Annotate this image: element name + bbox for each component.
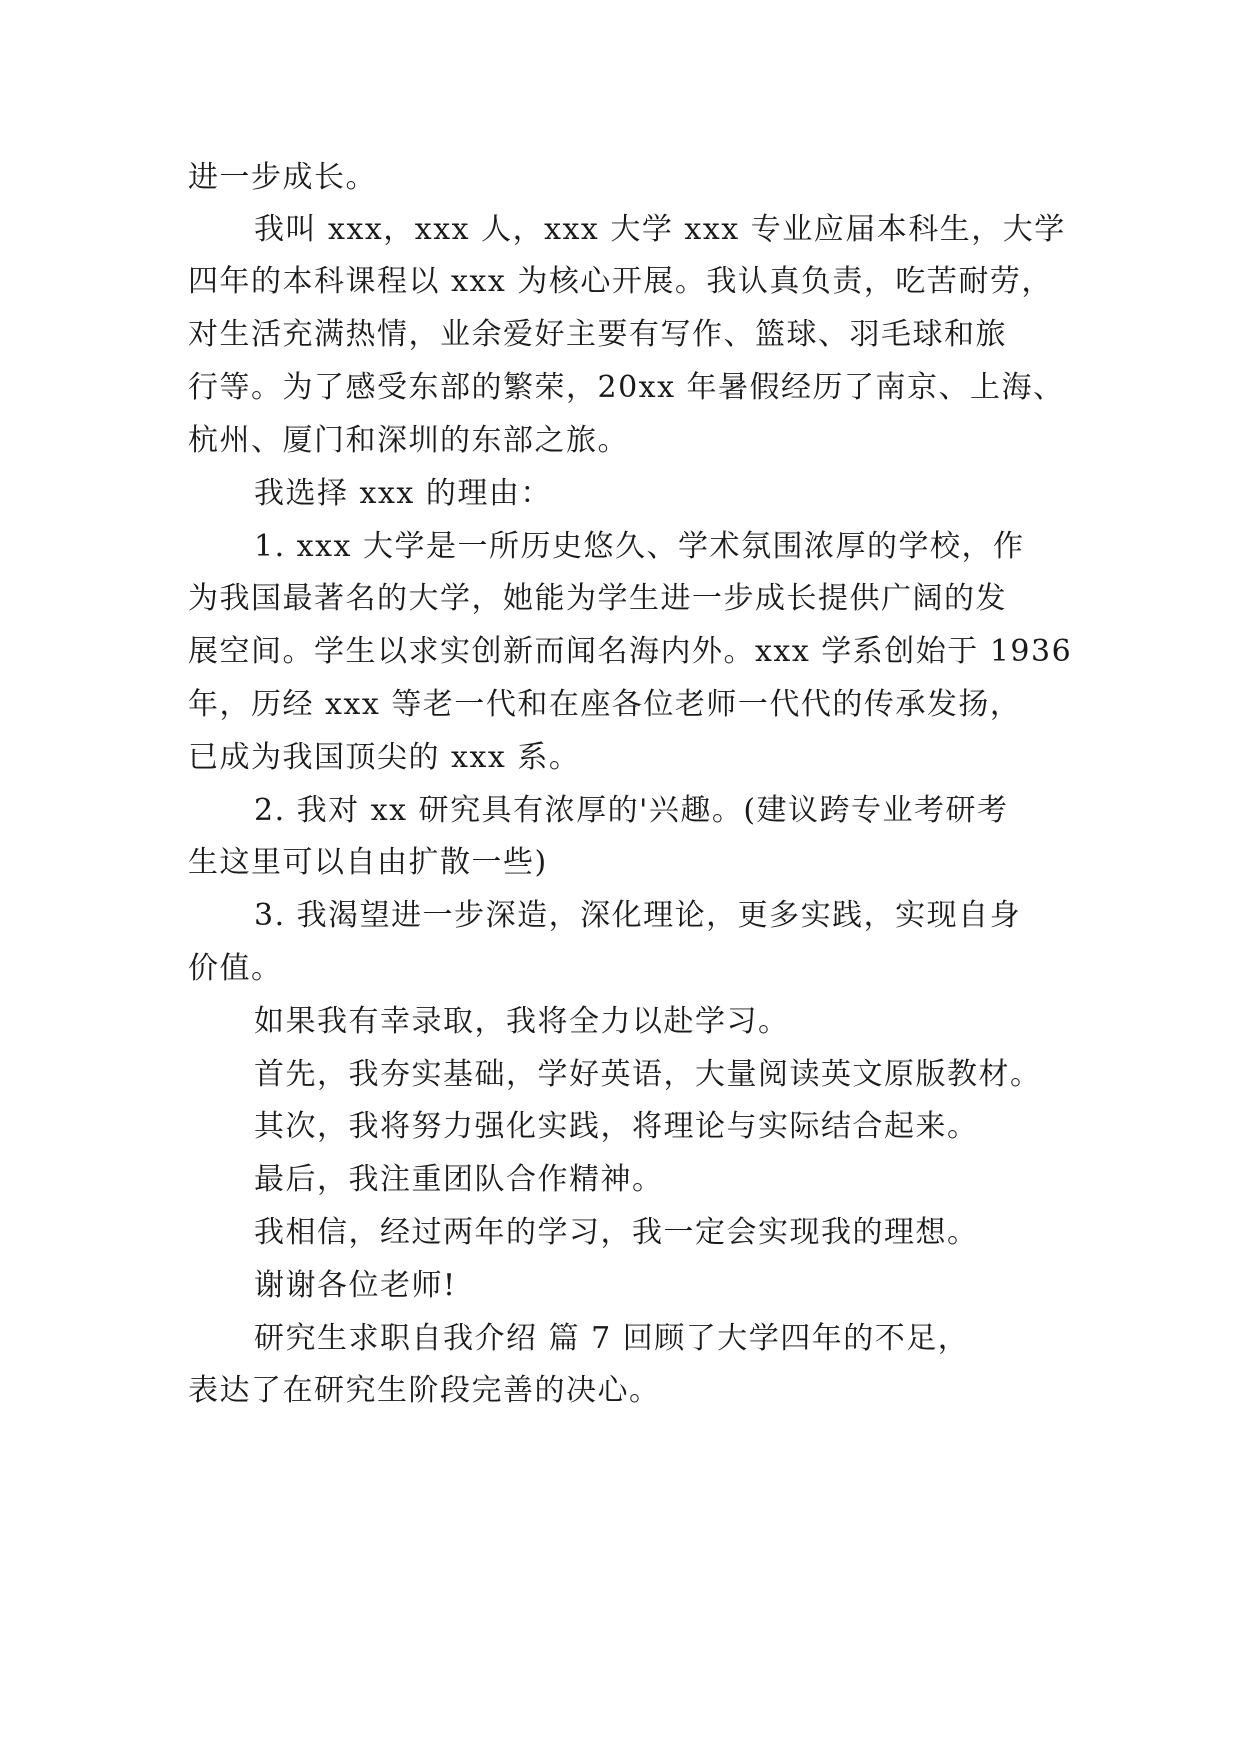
text-line: 为我国最著名的大学，她能为学生进一步成长提供广阔的发 — [188, 581, 1007, 616]
text-line: 价值。 — [188, 951, 283, 986]
text-line: 表达了在研究生阶段完善的决心。 — [188, 1373, 661, 1408]
text-line: 首先，我夯实基础，学好英语，大量阅读英文原版教材。 — [254, 1057, 1042, 1092]
text-line: 行等。为了感受东部的繁荣，20xx 年暑假经历了南京、上海、 — [188, 370, 1065, 405]
text-line: 我相信，经过两年的学习，我一定会实现我的理想。 — [254, 1215, 979, 1250]
text-line: 最后，我注重团队合作精神。 — [254, 1162, 664, 1197]
text-line: 我选择 xxx 的理由： — [254, 476, 552, 511]
text-line: 2. 我对 xx 研究具有浓厚的'兴趣。(建议跨专业考研考 — [254, 793, 1009, 828]
text-line: 其次，我将努力强化实践，将理论与实际结合起来。 — [254, 1109, 979, 1144]
text-line: 谢谢各位老师! — [254, 1268, 457, 1303]
text-line: 生这里可以自由扩散一些) — [188, 845, 548, 880]
text-line: 年，历经 xxx 等老一代和在座各位老师一代代的传承发扬， — [188, 687, 1022, 722]
text-line: 3. 我渴望进一步深造，深化理论，更多实践，实现自身 — [254, 898, 1022, 933]
text-line: 杭州、厦门和深圳的东部之旅。 — [188, 423, 629, 458]
text-line: 已成为我国顶尖的 xxx 系。 — [188, 740, 581, 775]
text-line: 四年的本科课程以 xxx 为核心开展。我认真负责，吃苦耐劳， — [188, 264, 1053, 299]
text-line: 进一步成长。 — [188, 160, 377, 195]
text-line: 对生活充满热情，业余爱好主要有写作、篮球、羽毛球和旅 — [188, 317, 1007, 352]
text-line: 我叫 xxx，xxx 人，xxx 大学 xxx 专业应届本科生，大学 — [254, 212, 1066, 247]
text-line: 研究生求职自我介绍 篇 7 回顾了大学四年的不足， — [254, 1321, 970, 1356]
text-line: 如果我有幸录取，我将全力以赴学习。 — [254, 1004, 790, 1039]
text-line: 1. xxx 大学是一所历史悠久、学术氛围浓厚的学校，作 — [254, 529, 1025, 564]
text-line: 展空间。学生以求实创新而闻名海内外。xxx 学系创始于 1936 — [188, 634, 1073, 669]
